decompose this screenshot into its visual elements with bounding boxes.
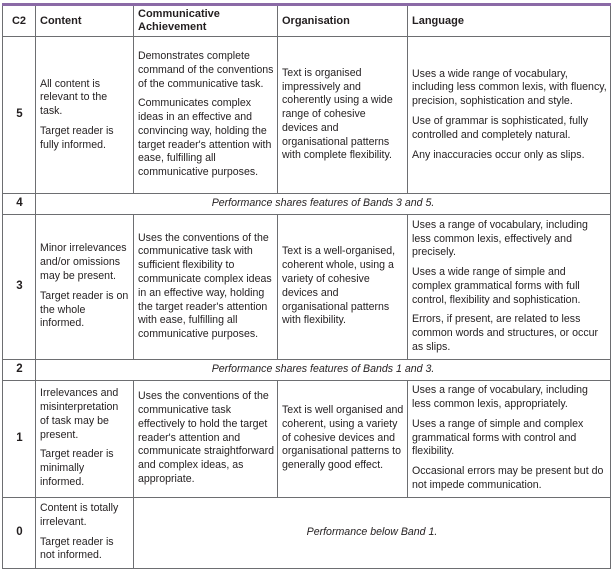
descriptor: Text is organised impressively and coherently using a wide range of cohesive devices and organisational patterns with complete flexibility. — [282, 66, 393, 162]
descriptor: Content is totally irrelevant. — [40, 502, 119, 528]
header-band: C2 — [3, 5, 36, 37]
header-language: Language — [408, 5, 611, 37]
descriptor: Text is well organised and coherent, using a variety of cohesive devices and organisational patterns to generally good effect. — [282, 404, 404, 472]
descriptor: Target reader is fully informed. — [40, 124, 114, 151]
descriptor: Uses the conventions of the communicative task with sufficient flexibility to communicate complex ideas in an effective way, holding the target reader's attention with ease, fulfilling all communicative purposes. — [138, 231, 272, 341]
content-cell — [36, 380, 134, 497]
descriptor: Errors, if present, are related to less common words and structures, or occur as slips. — [412, 313, 599, 354]
descriptor: Demonstrates complete command of the conventions of the communicative task. — [138, 49, 274, 90]
header-organisation: Organisation — [278, 5, 408, 37]
band-3-row — [3, 214, 611, 359]
descriptor: Uses a range of vocabulary, including less common lexis, effectively and precisely. — [412, 218, 588, 259]
organisation-cell — [278, 37, 408, 194]
descriptor: All content is relevant to the task. — [40, 77, 108, 118]
header-content: Content — [36, 5, 134, 37]
descriptor: Target reader is on the whole informed. — [40, 289, 129, 330]
organisation-cell — [278, 214, 408, 359]
band-5-row — [3, 37, 611, 194]
band-4-row — [3, 194, 611, 215]
band-number: 0 — [3, 497, 36, 568]
assessment-scale-table — [2, 3, 611, 569]
communicative-cell — [134, 37, 278, 194]
language-cell — [408, 380, 611, 497]
descriptor: Irrelevances and misinterpretation of task may be present. — [40, 387, 119, 441]
band-number: 1 — [3, 380, 36, 497]
content-cell — [36, 214, 134, 359]
organisation-cell — [278, 380, 408, 497]
language-cell — [408, 214, 611, 359]
band-1-row — [3, 380, 611, 497]
band-2-row — [3, 359, 611, 380]
descriptor: Any inaccuracies occur only as slips. — [412, 148, 585, 161]
descriptor: Uses a range of simple and complex grammatical forms with control and flexibility. — [412, 417, 584, 458]
band-0-row — [3, 497, 611, 568]
band-number: 5 — [3, 37, 36, 194]
communicative-cell — [134, 380, 278, 497]
band-note: Performance below Band 1. — [134, 497, 611, 568]
descriptor: Uses a range of vocabulary, including less common lexis, appropriately. — [412, 384, 588, 411]
band-number: 2 — [3, 359, 36, 380]
descriptor: Use of grammar is sophisticated, fully controlled and completely natural. — [412, 115, 589, 141]
band-number: 4 — [3, 194, 36, 215]
descriptor: Minor irrelevances and/or omissions may be present. — [40, 242, 127, 282]
band-note: Performance shares features of Bands 3 and 5. — [36, 194, 611, 215]
header-communicative-achievement: Communicative Achievement — [134, 5, 278, 37]
band-number: 3 — [3, 214, 36, 359]
content-cell — [36, 497, 134, 568]
language-cell — [408, 37, 611, 194]
descriptor: Occasional errors may be present but do not impede communication. — [412, 465, 604, 492]
descriptor: Uses the conventions of the communicative task effectively to hold the target reader's attention and communicate straightforward and complex ideas, as appropriate. — [138, 390, 275, 486]
descriptor: Communicates complex ideas in an effective and convincing way, holding the target reader's attention with ease, fulfilling all communicative purposes. — [138, 97, 272, 179]
descriptor: Target reader is not informed. — [40, 535, 114, 562]
descriptor: Uses a wide range of vocabulary, including less common lexis, with fluency, precision, sophistication and style. — [412, 67, 607, 108]
descriptor: Text is a well-organised, coherent whole, using a variety of cohesive devices and organisational patterns with flexibility. — [282, 245, 396, 327]
descriptor: Target reader is minimally informed. — [40, 448, 114, 489]
communicative-cell — [134, 214, 278, 359]
content-cell — [36, 37, 134, 194]
header-row — [3, 5, 611, 37]
band-note: Performance shares features of Bands 1 and 3. — [36, 359, 611, 380]
descriptor: Uses a wide range of simple and complex grammatical forms with full control, flexibility and sophistication. — [412, 266, 581, 306]
